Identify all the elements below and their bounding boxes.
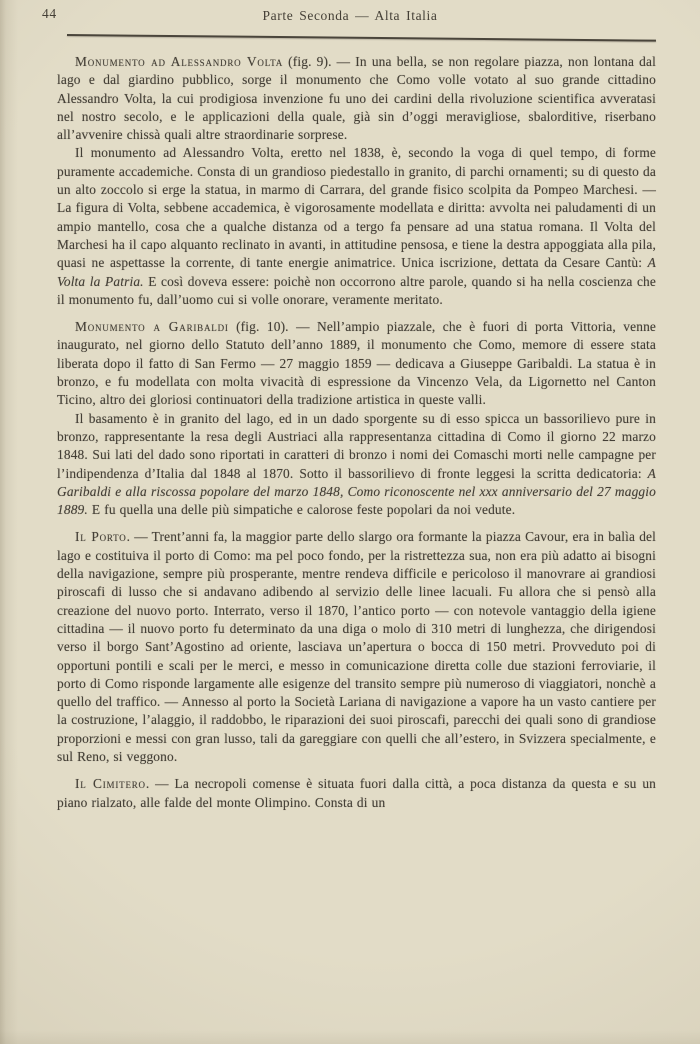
paragraph-monumento-garibaldi — [57, 318, 656, 409]
paragraph-text: (fig. 10). — Nell’ampio piazzale, che è fuori di porta Vittoria, venne inaugurato, nel giorno dello Statuto dell’anno 1889, il monumento che Como, memore di essere stata liberata dopo il fatto di San Fermo — 27 maggio 1859 — dedicava a Giuseppe Garibaldi. La statua è in bronzo, e fu modellata con molta vivacità di espressione da Vincenzo Vela, da Ligornetto nel Canton Ticino, altro dei gloriosi continuatori della tradizione artistica in queste valli. — [57, 319, 657, 408]
paragraph-garibaldi-basamento — [57, 410, 656, 520]
inscription-garibaldi-italic: A Garibaldi e alla riscossa popolare del marzo 1848, Como riconoscente nel xxx anniversario del 27 maggio 1889. — [57, 465, 656, 518]
paragraph-text: E fu quella una delle più simpatiche e calorose feste popolari da noi vedute. — [87, 502, 516, 518]
paragraph-text: E così doveva essere: poichè non occorrono altre parole, quando si ha nella coscienza che il monumento fu, dall’uomo cui si volle onorare, veramente meritato. — [57, 273, 656, 307]
inscription-volta-italic: A Volta la Patria. — [57, 255, 656, 289]
paragraph-text: (fig. 9). — In una bella, se non regolare piazza, non lontana dal lago e dal giardino pubblico, sorge il monumento che Como volle votato al suo grande cittadino Alessandro Volta, la cui prodigiosa invenzione fu uno dei cardini della rivoluzione scientifica avveratasi nel nostro secolo, e le applicazioni della quale, già sin d’oggi meravigliose, sbalorditive, riserbano all’avvenire chissà quali altre straordinarie sorprese. — [57, 54, 656, 143]
section-heading-monumento-garibaldi: Monumento a Garibaldi — [75, 319, 229, 335]
paragraph-volta-statue — [57, 144, 656, 309]
page-text-block — [57, 53, 656, 812]
page-number: 44 — [42, 6, 57, 21]
paragraph-text: . — La necropoli comense è situata fuori dalla città, a poca distanza da questa e su un piano rialzato, alle falde del monte Olimpino. Consta di un — [57, 776, 657, 810]
section-heading-monumento-volta: Monumento ad Alessandro Volta — [75, 54, 284, 69]
running-header — [0, 6, 700, 26]
section-heading-il-porto: Il Porto — [75, 529, 127, 545]
section-heading-il-cimitero: Il Cimitero — [75, 776, 146, 792]
header-rule — [67, 34, 656, 42]
paragraph-text: . — Trent’anni fa, la maggior parte dello slargo ora formante la piazza Cavour, era in balìa del lago e costituiva il porto di Como: ma pel poco fondo, per la ristrettezza sua, non era più adatto ai bisogni della navigazione, sempre più prosperante, mentre rendeva difficile e pericoloso il manovrare ai grandiosi piroscafi di lusso che si andavano adibendo al servizio delle linee lacuali. Fu allora che si pensò alla creazione del nuovo porto. Interrato, verso il 1870, l’antico porto — con notevole vantaggio della igiene cittadina — il nuovo porto fu determinato da una diga o molo di 310 metri di lunghezza, che dirigendosi verso il borgo Sant’Agostino ad oriente, lasciava un’apertura o bocca di 150 metri. Provveduto poi di opportuni pontili e scali per le merci, e messo in comunicazione diretta colle due stazioni ferroviarie, il porto di Como risponde largamente alle esigenze del transito sempre più numeroso di viaggiatori, nonchè a quello del traffico. — Annesso al porto la Società Lariana di navigazione a vapore ha un vasto cantiere per la costruzione, l’alaggio, il raddobbo, le riparazioni dei suoi piroscafi, parecchi dei quali sono di grandiose proporzioni e messi con gran lusso, tali da gareggiare con quelli che all’estero, in Svizzera specialmente, e sul Reno, si veggono. — [57, 529, 657, 764]
running-title: Parte Seconda — Alta Italia — [262, 8, 438, 23]
paragraph-text: Il monumento ad Alessandro Volta, eretto nel 1838, è, secondo la voga di quel tempo, di forme puramente accademiche. Consta di un grandioso piedestallo in granito, di parchi ornamenti; su di questo da un alto zoccolo si erge la statua, in marmo di Carrara, del grande fisico scolpita da Pompeo Marchesi. — La figura di Volta, sebbene accademica, è vigorosamente modellata e diritta: avvolta nei paludamenti di un ampio mantello, cosa che a qualche distanza od a tergo fa pensare ad una statua romana. Il Volta del Marchesi ha il capo alquanto reclinato in avanti, in attitudine pensosa, e tiene la destra appoggiata alla pila, quasi ne aspettasse la corrente, di tante energie animatrice. Unica iscrizione, dettata da Cesare Cantù: — [57, 145, 656, 271]
paragraph-text: Il basamento è in granito del lago, ed in un dado sporgente su di esso spicca un bassorilievo pure in bronzo, rappresentante la resa degli Austriaci alla rappresentanza cittadina di Como il giorno 22 marzo 1848. Sui lati del dado sono riportati in caratteri di bronzo i nomi dei Comaschi morti nelle campagne per l’indipendenza d’Italia dal 1848 al 1870. Sotto il bassorilievo di fronte leggesi la scritta dedicatoria: — [57, 410, 656, 481]
paragraph-il-porto — [57, 528, 656, 766]
paragraph-il-cimitero — [57, 775, 656, 812]
paragraph-monumento-volta — [57, 53, 656, 144]
